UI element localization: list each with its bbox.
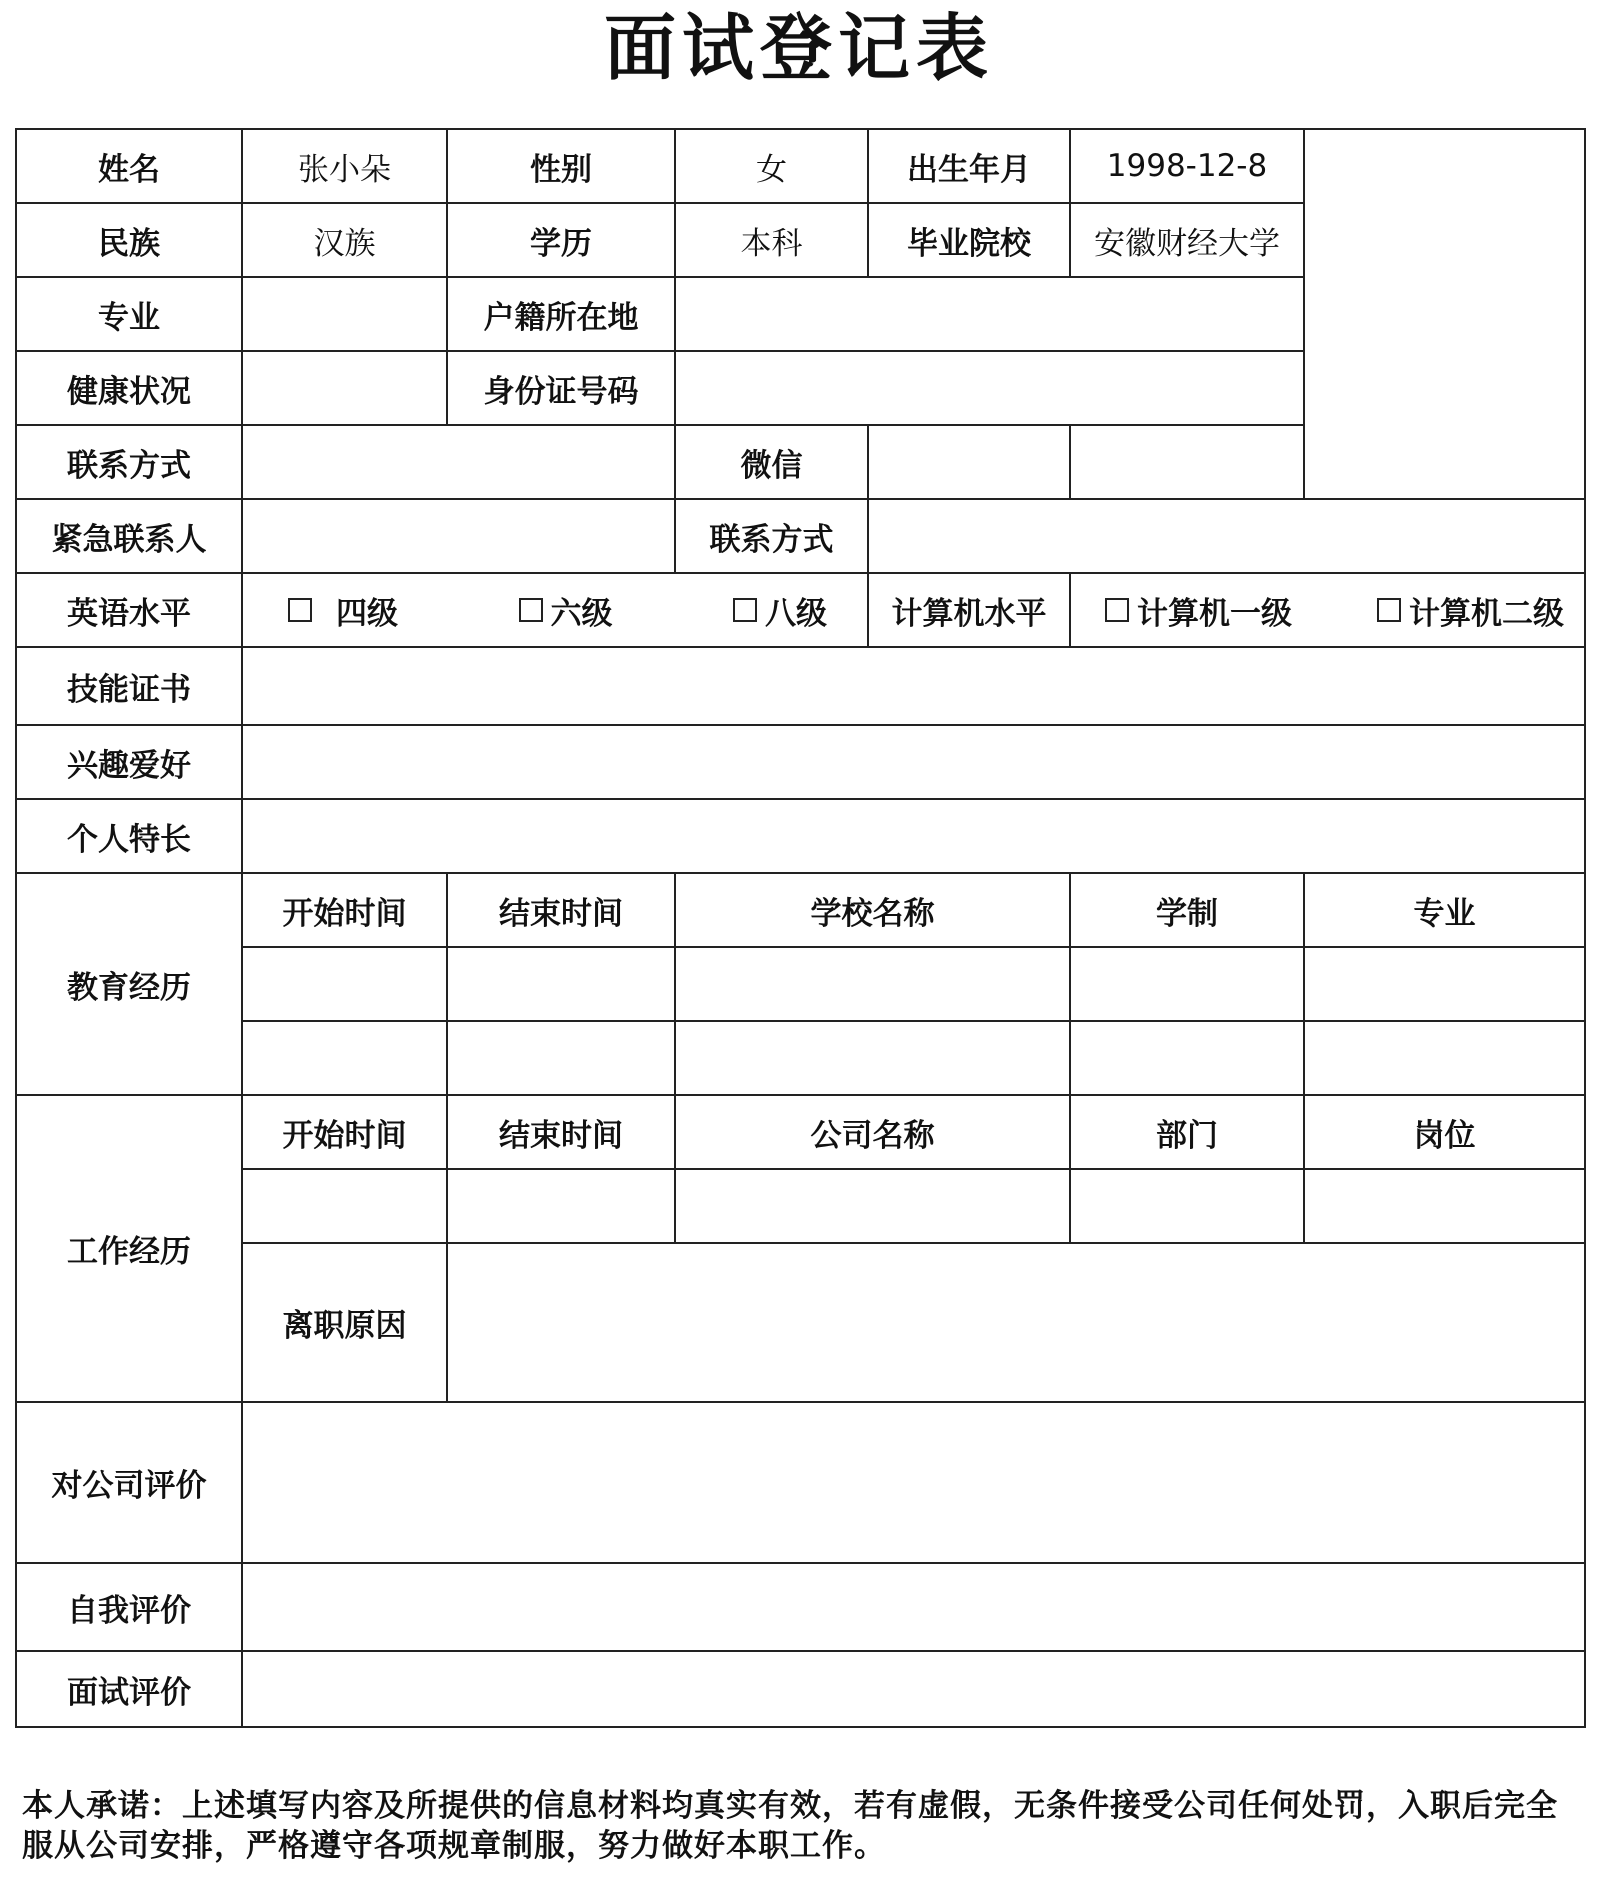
hukou-value[interactable] (675, 277, 1304, 351)
work-cell[interactable] (1070, 1169, 1304, 1243)
ethnicity-value[interactable]: 汉族 (242, 203, 447, 277)
edu-end-header: 结束时间 (447, 873, 675, 947)
self-eval-value[interactable] (242, 1563, 1585, 1651)
cet4-option[interactable]: 四级 (288, 588, 398, 633)
edu-cell[interactable] (675, 1021, 1070, 1095)
work-company-header: 公司名称 (675, 1095, 1070, 1169)
major-value[interactable] (242, 277, 447, 351)
hukou-label: 户籍所在地 (447, 277, 675, 351)
photo-area[interactable] (1304, 129, 1585, 499)
registration-table (15, 128, 1586, 1728)
computer-options (1070, 573, 1585, 647)
interview-eval-value[interactable] (242, 1651, 1585, 1727)
leave-reason-value[interactable] (447, 1243, 1585, 1402)
edu-school-header: 学校名称 (675, 873, 1070, 947)
education-history-label: 教育经历 (16, 873, 242, 1095)
work-dept-header: 部门 (1070, 1095, 1304, 1169)
contact-label: 联系方式 (16, 425, 242, 499)
emergency-phone-label: 联系方式 (675, 499, 868, 573)
edu-cell[interactable] (242, 1021, 447, 1095)
tem8-option[interactable]: 八级 (733, 588, 827, 633)
checkbox-icon[interactable] (288, 598, 312, 622)
checkbox-icon[interactable] (1377, 598, 1401, 622)
contact-value[interactable] (242, 425, 675, 499)
edu-start-header: 开始时间 (242, 873, 447, 947)
health-label: 健康状况 (16, 351, 242, 425)
strengths-label: 个人特长 (16, 799, 242, 873)
edu-cell[interactable] (1304, 1021, 1585, 1095)
work-cell[interactable] (675, 1169, 1070, 1243)
self-eval-label: 自我评价 (16, 1563, 242, 1651)
checkbox-icon[interactable] (1105, 598, 1129, 622)
skills-value[interactable] (242, 647, 1585, 725)
leave-reason-label: 离职原因 (242, 1243, 447, 1402)
school-label: 毕业院校 (868, 203, 1070, 277)
company-eval-label: 对公司评价 (16, 1402, 242, 1563)
pledge-text: 本人承诺：上述填写内容及所提供的信息材料均真实有效，若有虚假，无条件接受公司任何处罚，入职后完全服从公司安排，严格遵守各项规章制服，努力做好本职工作。 (22, 1788, 1558, 1864)
edu-cell[interactable] (447, 947, 675, 1021)
major-label: 专业 (16, 277, 242, 351)
edu-duration-header: 学制 (1070, 873, 1304, 947)
cet6-option[interactable]: 六级 (519, 588, 613, 633)
interview-eval-label: 面试评价 (16, 1651, 242, 1727)
work-end-header: 结束时间 (447, 1095, 675, 1169)
education-value[interactable]: 本科 (675, 203, 868, 277)
work-start-header: 开始时间 (242, 1095, 447, 1169)
hobbies-value[interactable] (242, 725, 1585, 799)
id-number-label: 身份证号码 (447, 351, 675, 425)
strengths-value[interactable] (242, 799, 1585, 873)
name-value[interactable]: 张小朵 (242, 129, 447, 203)
english-level-label: 英语水平 (16, 573, 242, 647)
edu-cell[interactable] (1070, 947, 1304, 1021)
emergency-phone-value[interactable] (868, 499, 1585, 573)
computer2-option[interactable]: 计算机二级 (1377, 588, 1564, 633)
work-position-header: 岗位 (1304, 1095, 1585, 1169)
work-cell[interactable] (447, 1169, 675, 1243)
edu-major-header: 专业 (1304, 873, 1585, 947)
english-options (242, 573, 868, 647)
company-eval-value[interactable] (242, 1402, 1585, 1563)
edu-cell[interactable] (447, 1021, 675, 1095)
edu-cell[interactable] (1304, 947, 1585, 1021)
work-cell[interactable] (1304, 1169, 1585, 1243)
wechat-label: 微信 (675, 425, 868, 499)
form-title: 面试登记表 (603, 6, 994, 90)
birth-label: 出生年月 (868, 129, 1070, 203)
edu-cell[interactable] (242, 947, 447, 1021)
gender-value[interactable]: 女 (675, 129, 868, 203)
emergency-contact-value[interactable] (242, 499, 675, 573)
skills-label: 技能证书 (16, 647, 242, 725)
id-number-value[interactable] (675, 351, 1304, 425)
computer-level-label: 计算机水平 (868, 573, 1070, 647)
gender-label: 性别 (447, 129, 675, 203)
school-value[interactable]: 安徽财经大学 (1070, 203, 1304, 277)
edu-cell[interactable] (1070, 1021, 1304, 1095)
wechat-extra[interactable] (1070, 425, 1304, 499)
health-value[interactable] (242, 351, 447, 425)
checkbox-icon[interactable] (733, 598, 757, 622)
emergency-contact-label: 紧急联系人 (16, 499, 242, 573)
edu-cell[interactable] (675, 947, 1070, 1021)
name-label: 姓名 (16, 129, 242, 203)
ethnicity-label: 民族 (16, 203, 242, 277)
checkbox-icon[interactable] (519, 598, 543, 622)
wechat-value[interactable] (868, 425, 1070, 499)
work-cell[interactable] (242, 1169, 447, 1243)
birth-value[interactable]: 1998-12-8 (1070, 129, 1304, 203)
hobbies-label: 兴趣爱好 (16, 725, 242, 799)
computer1-option[interactable]: 计算机一级 (1105, 588, 1292, 633)
work-history-label: 工作经历 (16, 1095, 242, 1402)
education-label: 学历 (447, 203, 675, 277)
